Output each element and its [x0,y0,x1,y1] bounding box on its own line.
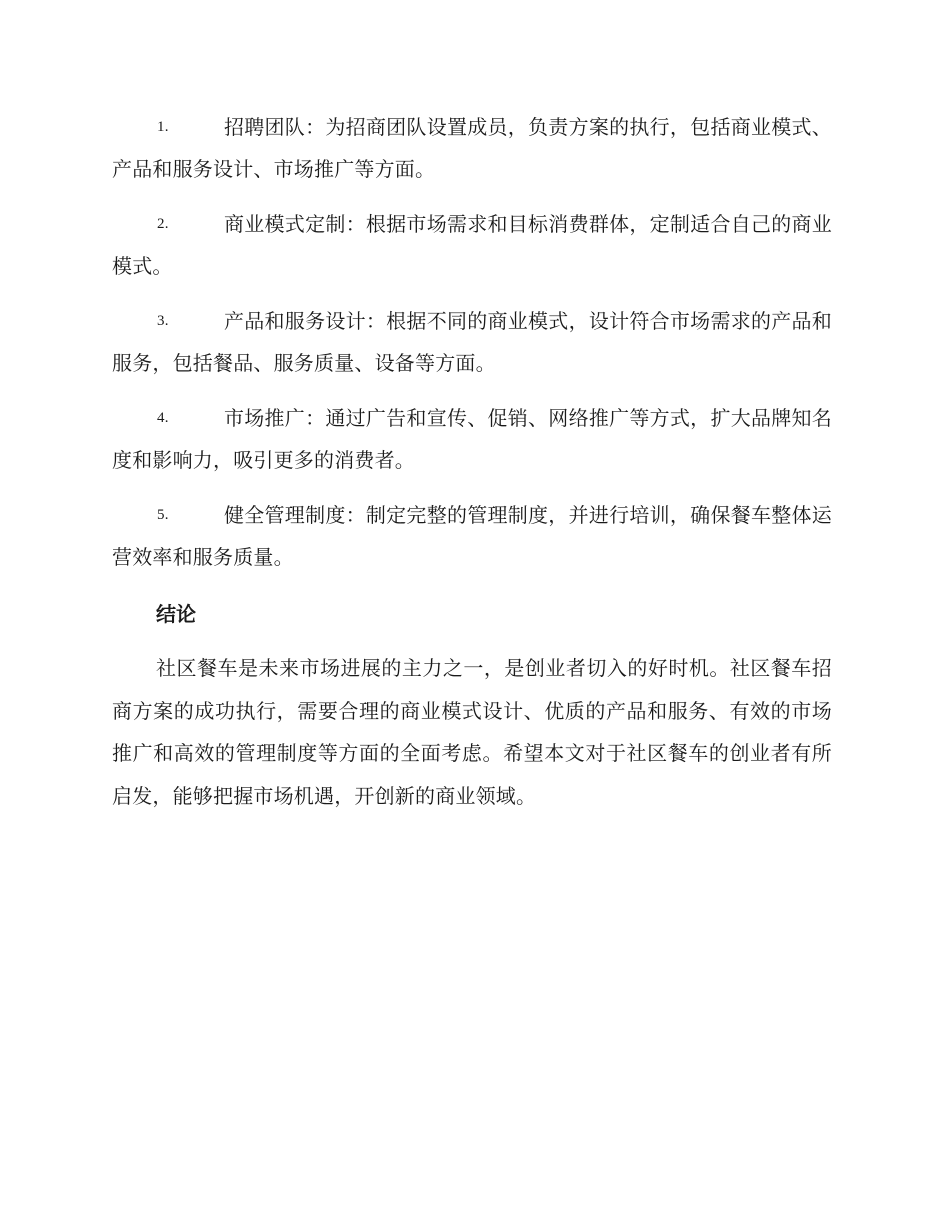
list-item-number: 4. [157,410,169,426]
list-item-number: 3. [157,313,169,329]
list-item-text: 招聘团队：为招商团队设置成员，负责方案的执行，包括商业模式、产品和服务设计、市场推广等方面。 [112,115,832,181]
list-item-text: 商业模式定制：根据市场需求和目标消费群体，定制适合自己的商业模式。 [112,212,832,278]
list-item-number: 1. [157,119,169,135]
list-item [112,397,832,481]
list-item [112,203,832,287]
list-item-text: 健全管理制度：制定完整的管理制度，并进行培训，确保餐车整体运营效率和服务质量。 [112,503,832,569]
list-item [112,106,832,190]
list-item-text: 市场推广：通过广告和宣传、促销、网络推广等方式，扩大品牌知名度和影响力，吸引更多的消费者。 [112,406,832,472]
section-heading: 结论 [156,602,196,626]
list-item [112,494,832,578]
conclusion-paragraph: 社区餐车是未来市场进展的主力之一，是创业者切入的好时机。社区餐车招商方案的成功执行，需要合理的商业模式设计、优质的产品和服务、有效的市场推广和高效的管理制度等方面的全面考虑。希望本文对于社区餐车的创业者有所启发，能够把握市场机遇，开创新的商业领域。 [112,656,832,808]
list-item-number: 5. [157,507,169,523]
numbered-list [112,106,832,591]
list-item [112,300,832,384]
list-item-number: 2. [157,216,169,232]
list-item-text: 产品和服务设计：根据不同的商业模式，设计符合市场需求的产品和服务，包括餐品、服务质量、设备等方面。 [112,309,832,375]
